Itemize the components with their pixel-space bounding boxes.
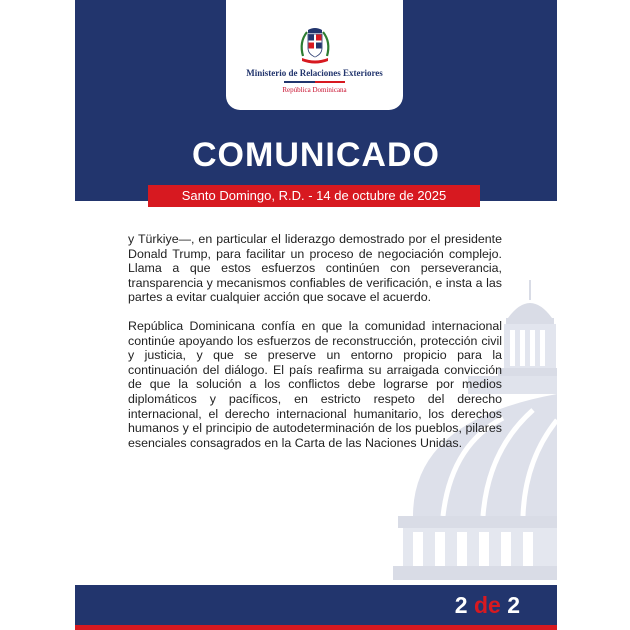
footer-stripe	[75, 625, 557, 630]
communique-body	[128, 232, 502, 464]
header-band	[75, 0, 557, 201]
page-number	[455, 592, 520, 619]
page-current: 2	[454, 592, 468, 618]
coat-of-arms-icon	[297, 26, 333, 64]
body-paragraph-1: y Türkiye—, en particular el liderazgo demostrado por el presidente Donald Trump, para facilitar un proceso de negociación complejo. Llama a que estos esfuerzos continúen con perseverancia, transparencia y mecanismos confiables de verificación, e insta a las partes a evitar cualquier acción que socave el acuerdo.	[128, 232, 502, 305]
logo-card	[226, 0, 403, 110]
dateline-banner: Santo Domingo, R.D. - 14 de octubre de 2025	[148, 185, 480, 207]
page-total: 2	[507, 592, 520, 618]
body-paragraph-2: República Dominicana confía en que la comunidad internacional continúe apoyando los esfuerzos de reconstrucción, protección civil y justicia, y que se preserve un entorno propicio para la continuación del diálogo. El país reafirma su arraigada convicción de que la solución a los conflictos debe lograrse por medios diplomáticos y pacíficos, en estricto respeto del derecho internacional, el derecho internacional humanitario, los derechos humanos y el principio de autodeterminación de los pueblos, pilares esenciales consagrados en la Carta de las Naciones Unidas.	[128, 318, 502, 450]
flag-divider	[284, 81, 345, 83]
document-title: COMUNICADO	[192, 136, 440, 174]
ministry-name: Ministerio de Relaciones Exteriores	[246, 68, 383, 78]
country-name: República Dominicana	[282, 86, 347, 94]
document-page	[75, 0, 557, 630]
page-separator: de	[473, 592, 501, 618]
